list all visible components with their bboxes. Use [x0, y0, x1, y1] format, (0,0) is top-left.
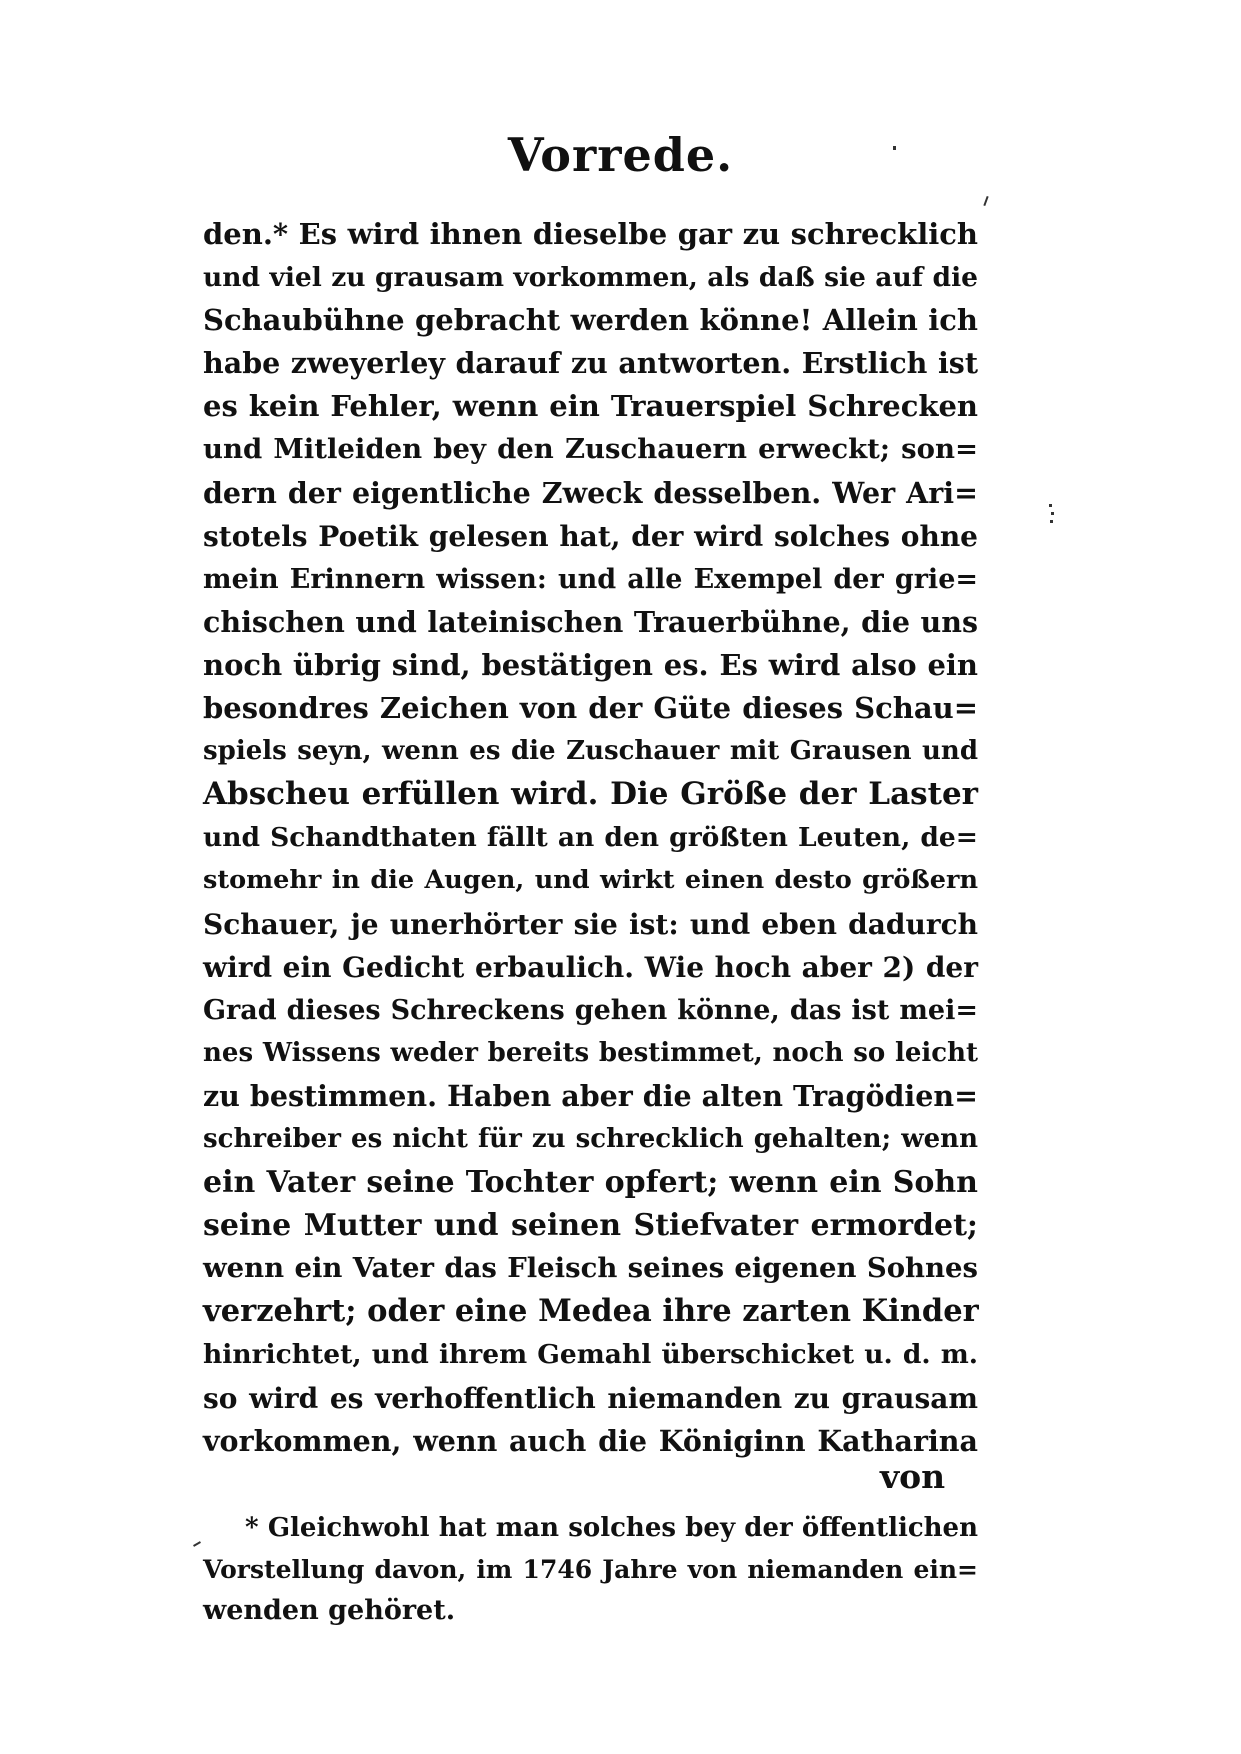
text-line: dern der eigentliche Zweck desselben. Wer Ari= — [203, 475, 978, 510]
text-line: hinrichtet, und ihrem Gemahl überschicket u. d. m. — [203, 1339, 978, 1371]
speck — [1049, 504, 1052, 507]
text-line: schreiber es nicht für zu schrecklich gehalten; wenn — [203, 1123, 978, 1154]
text-line: spiels seyn, wenn es die Zuschauer mit Grausen und — [203, 736, 978, 767]
text-line: noch übrig sind, bestätigen es. Es wird also ein — [203, 647, 978, 682]
speck — [193, 1541, 201, 1547]
text-line: Abscheu erfüllen wird. Die Größe der Laster — [203, 776, 978, 813]
text-line: seine Mutter und seinen Stiefvater ermordet; — [203, 1208, 978, 1244]
text-line: und Schandthaten fällt an den größten Leuten, de= — [203, 822, 978, 854]
text-line: zu bestimmen. Haben aber die alten Tragödien= — [203, 1078, 978, 1113]
text-line: wenn ein Vater das Fleisch seines eigenen Sohnes — [203, 1252, 978, 1285]
text-line: und Mitleiden bey den Zuschauern erweckt; son= — [203, 433, 978, 466]
text-line: verzehrt; oder eine Medea ihre zarten Kinder — [203, 1293, 979, 1330]
text-line: chischen und lateinischen Trauerbühne, die uns — [203, 604, 978, 639]
text-line: es kein Fehler, wenn ein Trauerspiel Schrecken — [203, 389, 978, 424]
text-line: stotels Poetik gelesen hat, der wird solches ohne — [203, 519, 978, 553]
text-line: und viel zu grausam vorkommen, als daß sie auf die — [203, 262, 978, 294]
footnote — [203, 1508, 978, 1631]
text-line: so wird es verhoffentlich niemanden zu grausam — [203, 1381, 978, 1415]
speck — [983, 196, 988, 206]
speck — [893, 146, 896, 150]
text-line: besondres Zeichen von der Güte dieses Schau= — [203, 691, 978, 726]
text-line: wird ein Gedicht erbaulich. Wie hoch aber 2) der — [203, 950, 978, 984]
text-line: nes Wissens weder bereits bestimmet, noch so leicht — [203, 1037, 978, 1068]
text-line: ein Vater seine Tochter opfert; wenn ein Sohn — [203, 1165, 978, 1201]
footnote-line: * Gleichwohl hat man solches bey der öffentlichen — [245, 1513, 978, 1543]
speck — [1050, 520, 1053, 523]
body-text — [203, 213, 978, 1463]
catchword: von — [880, 1457, 946, 1496]
footnote-line: wenden gehöret. — [203, 1595, 456, 1626]
page-heading: Vorrede. — [507, 128, 734, 182]
speck — [1051, 512, 1054, 515]
text-line: den.* Es wird ihnen dieselbe gar zu schrecklich — [203, 217, 978, 251]
text-line: Grad dieses Schreckens gehen könne, das ist mei= — [203, 994, 978, 1026]
footnote-line: Vorstellung davon, im 1746 Jahre von niemanden ein= — [203, 1555, 978, 1584]
text-line: mein Erinnern wissen: und alle Exempel der grie= — [203, 563, 978, 595]
text-line: habe zweyerley darauf zu antworten. Erstlich ist — [203, 346, 978, 381]
text-line: Schauer, je unerhörter sie ist: und eben dadurch — [203, 907, 978, 941]
text-line: vorkommen, wenn auch die Königinn Katharina — [203, 1423, 978, 1458]
text-line: Schaubühne gebracht werden könne! Allein ich — [203, 303, 978, 338]
text-line: stomehr in die Augen, und wirkt einen desto größern — [203, 865, 978, 896]
